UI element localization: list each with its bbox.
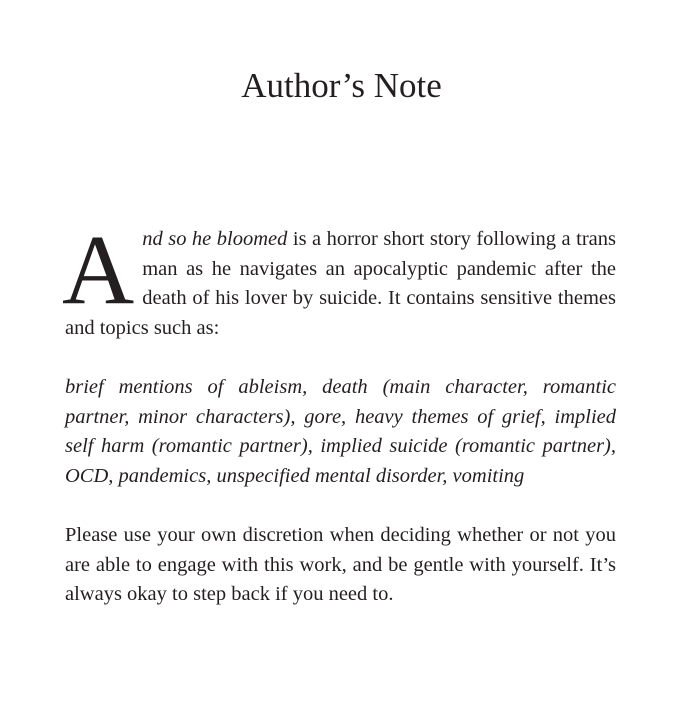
- page-title: Author’s Note: [241, 66, 442, 105]
- intro-paragraph: [62, 214, 616, 343]
- story-title-lead: nd so he bloomed: [142, 228, 288, 250]
- closing-paragraph: Please use your own discretion when deciding whether or not you are able to engage with this work, and be gentle with yourself. It’s always okay to step back if you need to.: [65, 524, 616, 605]
- drop-cap: A: [62, 214, 135, 325]
- intro-text: is a horror short story following a trans man as he navigates an apocalyptic pandemic after the death of his lover by suicide. It contains sensitive themes and topics such as:: [65, 228, 616, 339]
- content-warnings-list: brief mentions of ableism, death (main character, romantic partner, minor characters), gore, heavy themes of grief, implied self harm (romantic partner), implied suicide (romantic partner), OCD, pandemics, unspecified mental disorder, vomiting: [65, 376, 616, 487]
